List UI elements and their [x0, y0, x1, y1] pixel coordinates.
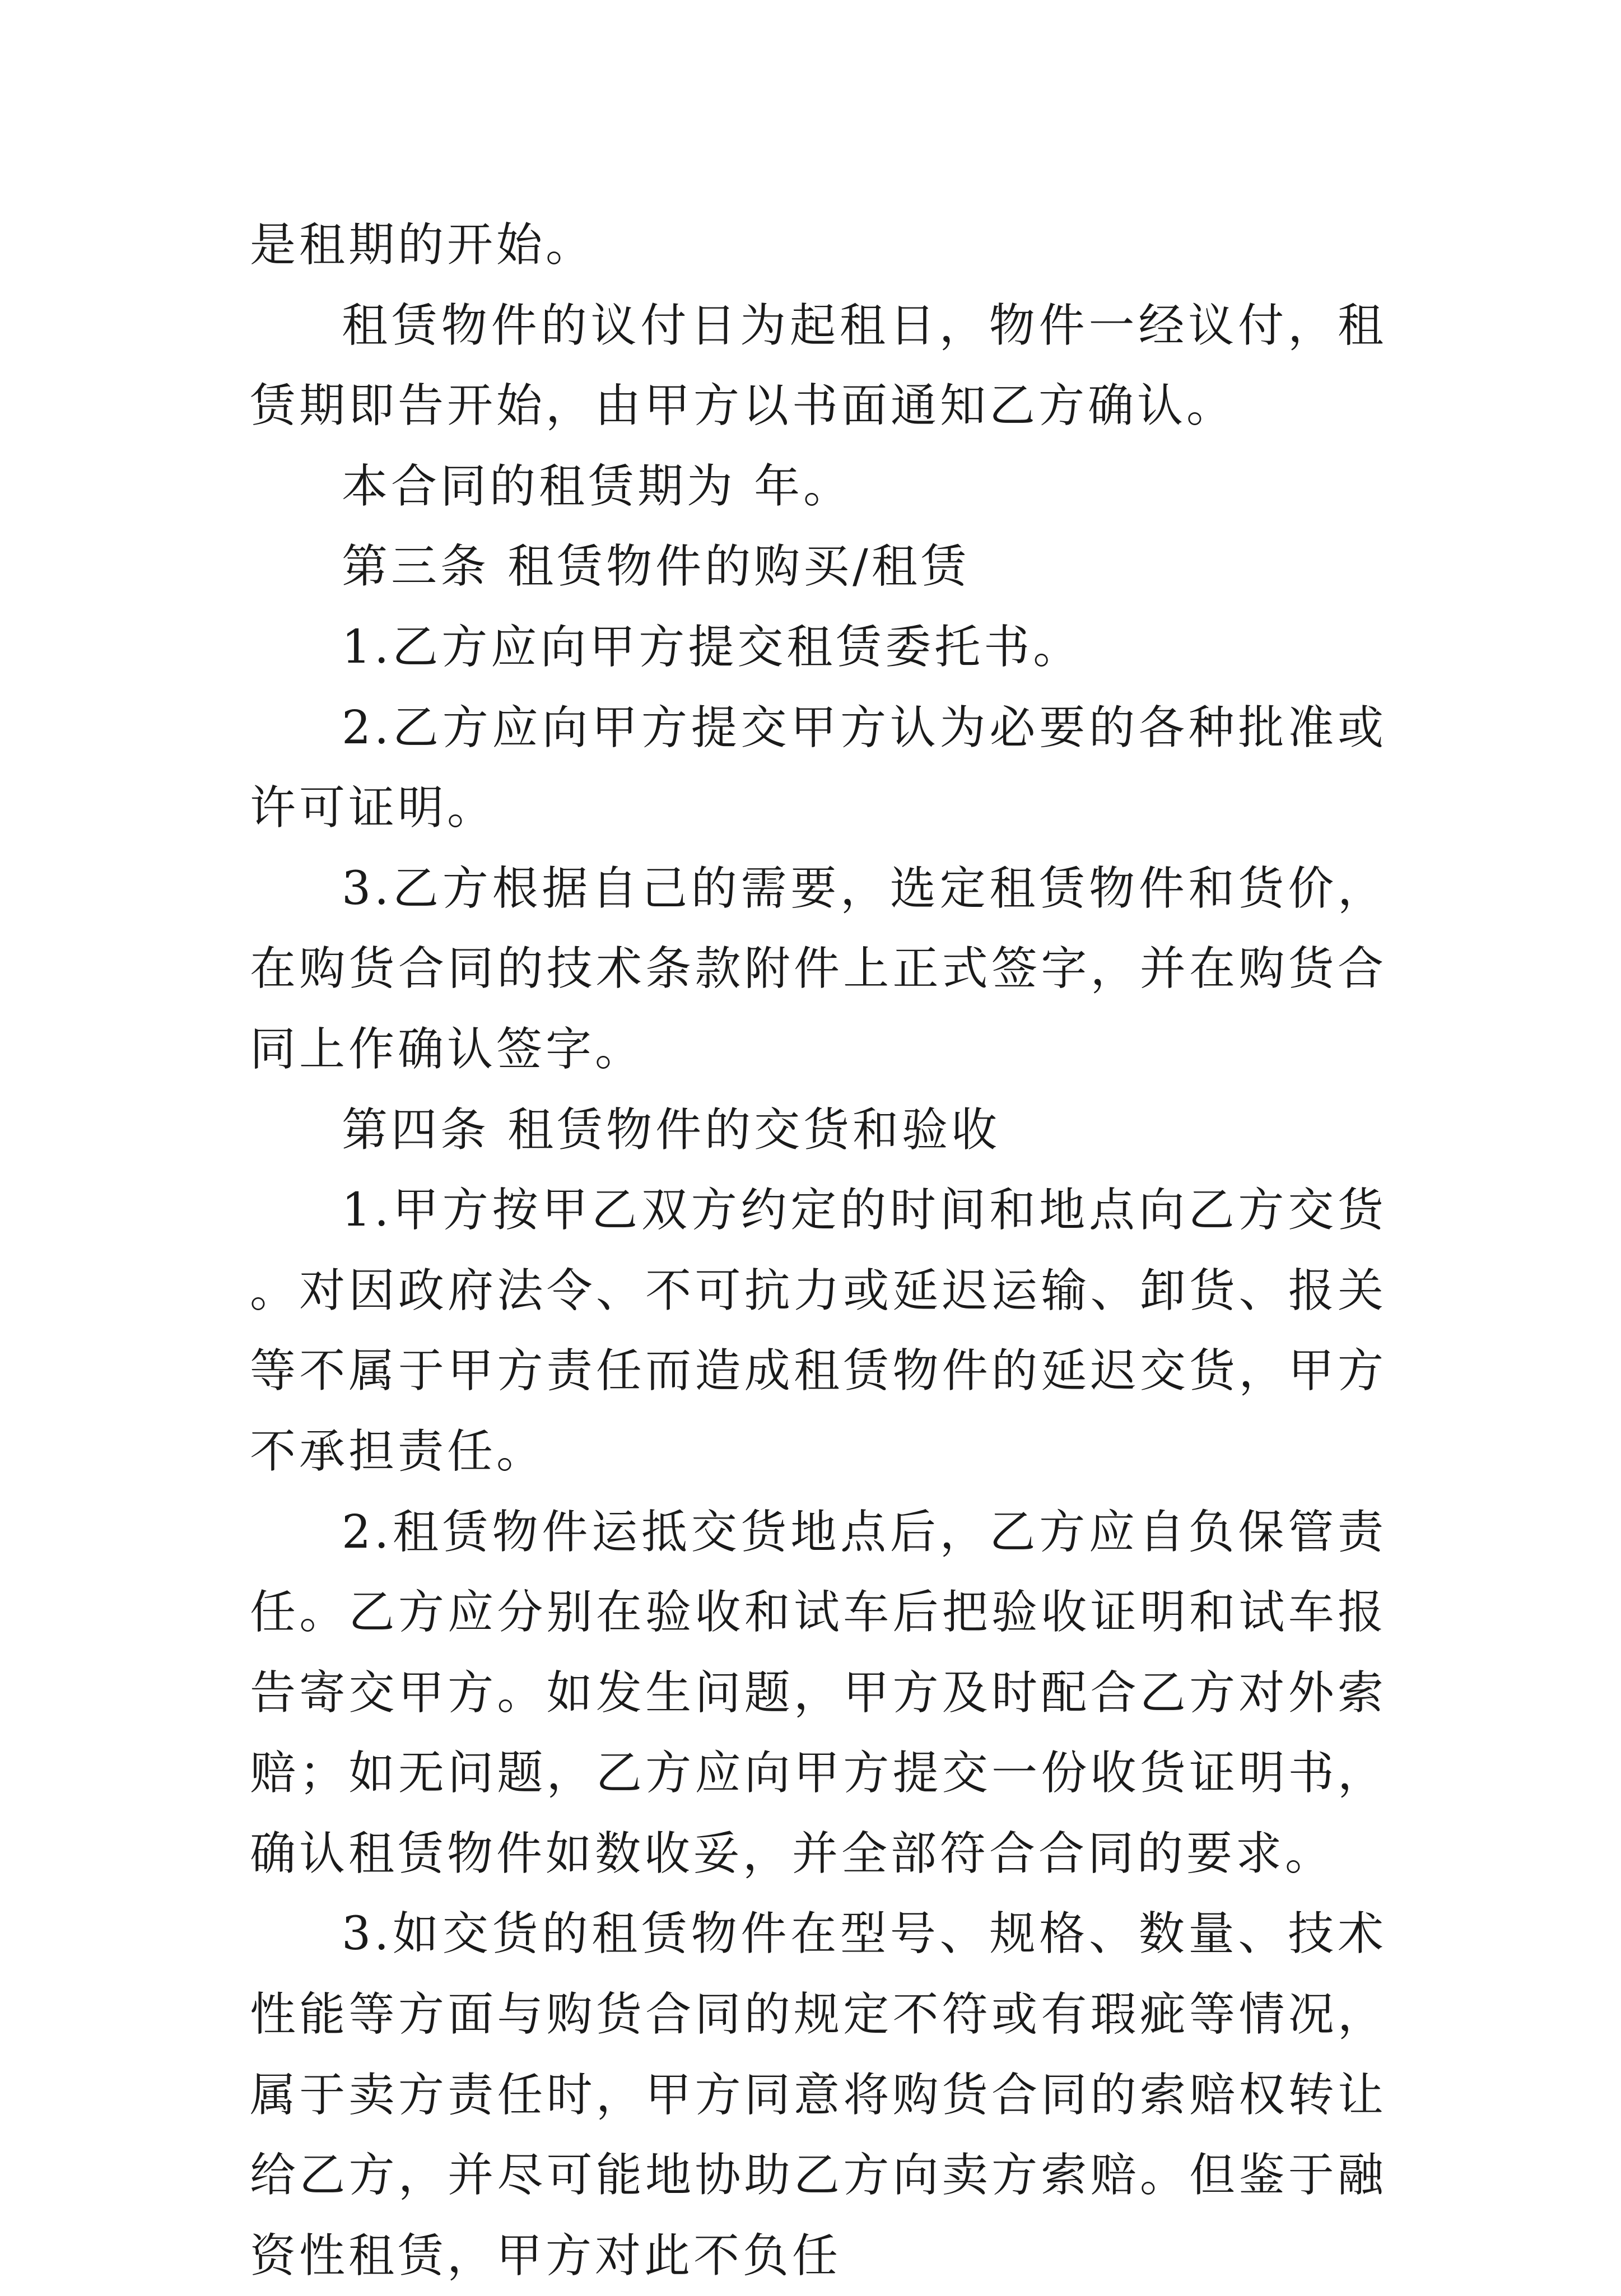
paragraph-lease-period: 本合同的租赁期为 年。	[342, 459, 853, 513]
article-4-item-2: 2.租赁物件运抵交货地点后，乙方应自负保管责任。乙方应分别在验收和试车后把验收证明和试车报告寄交甲方。如发生问题，甲方及时配合乙方对外索赔；如无问题，乙方应向甲方提交一份收货证明书，确认租赁物件如数收妥，并全部符合合同的要求。	[250, 1505, 1387, 1880]
article-3-item-2: 2.乙方应向甲方提交甲方认为必要的各种批准或许可证明。	[250, 701, 1387, 835]
article-3-heading: 第三条 租赁物件的购买/租赁	[342, 540, 970, 594]
article-4-heading: 第四条 租赁物件的交货和验收	[342, 1103, 1001, 1157]
paragraph-lease-start-date: 租赁物件的议付日为起租日，物件一经议付，租赁期即告开始，由甲方以书面通知乙方确认。	[250, 299, 1387, 433]
article-4-item-1: 1.甲方按甲乙双方约定的时间和地点向乙方交货。对因政府法令、不可抗力或延迟运输、卸货、报关等不属于甲方责任而造成租赁物件的延迟交货，甲方不承担责任。	[250, 1184, 1387, 1478]
article-3-item-1: 1.乙方应向甲方提交租赁委托书。	[342, 620, 1083, 674]
article-3-item-3: 3.乙方根据自己的需要，选定租赁物件和货价，在购货合同的技术条款附件上正式签字，并在购货合同上作确认签字。	[250, 861, 1387, 1076]
paragraph-lease-term-start-cont: 是租期的开始。	[250, 218, 595, 272]
document-body	[250, 205, 1387, 2296]
article-4-item-3: 3.如交货的租赁物件在型号、规格、数量、技术性能等方面与购货合同的规定不符或有瑕疵等情况，属于卖方责任时，甲方同意将购货合同的索赔权转让给乙方，并尽可能地协助乙方向卖方索赔。但鉴于融资性租赁，甲方对此不负任	[250, 1907, 1387, 2283]
